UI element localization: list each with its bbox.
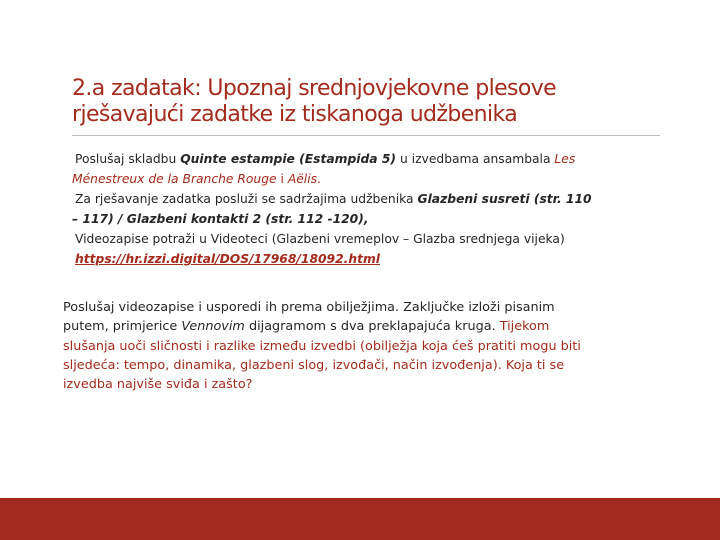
task-line: izvedba najviše sviđa i zašto? bbox=[63, 377, 253, 393]
instruction-line: Videozapise potraži u Videoteci (Glazbeni vremeplov – Glazba srednjega vijeka) bbox=[75, 232, 565, 246]
instructions-paragraph bbox=[72, 149, 672, 269]
instruction-line bbox=[72, 189, 672, 209]
ensemble-name: Aëlis bbox=[287, 172, 318, 186]
ensemble-name: Les bbox=[554, 152, 576, 166]
text-run: Za rješavanje zadatka posluži se sadržajima udžbenika bbox=[75, 192, 418, 206]
instruction-line bbox=[72, 149, 672, 169]
textbook-reference: Glazbeni susreti (str. 110 bbox=[417, 192, 592, 206]
ensemble-name: Ménestreux de la Branche Rouge bbox=[72, 172, 277, 186]
video-library-link[interactable]: https://hr.izzi.digital/DOS/17968/18092.html bbox=[75, 252, 380, 266]
task-line: slušanja uoči sličnosti i razlike između izvedbi (obilježja koja ćeš pratiti mogu biti bbox=[63, 338, 581, 354]
text-run: i bbox=[276, 172, 288, 186]
task-paragraph bbox=[63, 298, 663, 394]
venn-term: Vennovim bbox=[181, 319, 245, 335]
text-run: putem, primjerice bbox=[63, 319, 182, 335]
piece-title: Quinte estampie (Estampida 5) bbox=[180, 152, 397, 166]
text-run: Poslušaj skladbu bbox=[75, 152, 181, 166]
text-run: dijagramom s dva preklapajuća kruga. bbox=[244, 319, 500, 335]
title-divider bbox=[72, 135, 660, 136]
task-line: sljedeća: tempo, dinamika, glazbeni slog, izvođači, način izvođenja). Koja ti se bbox=[63, 357, 565, 373]
task-line: Poslušaj videozapise i usporedi ih prema obilježjima. Zaključke izloži pisanim bbox=[63, 300, 555, 315]
text-run: u izvedbama ansambala bbox=[396, 152, 555, 166]
textbook-reference: – 117) / Glazbeni kontakti 2 (str. 112 -120), bbox=[72, 212, 369, 226]
text-run: . bbox=[317, 172, 321, 186]
title-line-1: 2.a zadatak: Upoznaj srednjovjekovne plesove bbox=[72, 76, 557, 101]
task-line bbox=[63, 317, 663, 336]
slide-title bbox=[72, 76, 672, 128]
footer-bar bbox=[0, 498, 720, 540]
instruction-line bbox=[72, 169, 672, 189]
title-line-2: rješavajući zadatke iz tiskanoga udžbenika bbox=[72, 102, 518, 127]
text-run: Tijekom bbox=[499, 319, 550, 335]
